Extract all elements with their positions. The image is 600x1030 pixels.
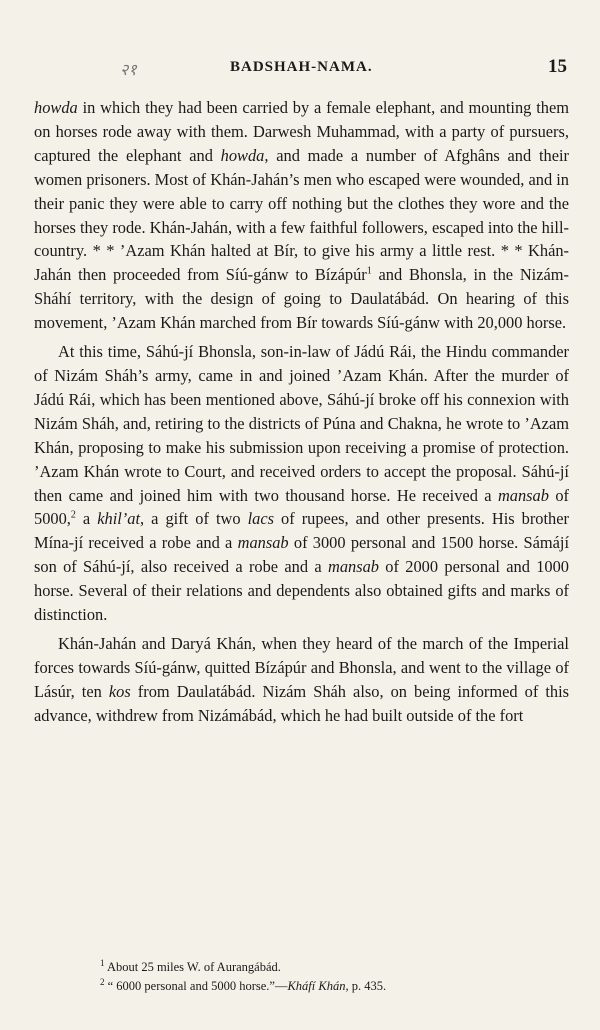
footnote-marker: 2 <box>70 509 76 521</box>
paragraph <box>34 632 569 728</box>
footnote-number: 1 <box>100 957 105 968</box>
text-run: and Bhonsla, in the Nizám-Sháhí territory, with the design of going to Daulatábád. On hearing of this movement, ’Azam Khán marched from Bír towards Síú-gánw with 20,000 horse. <box>34 265 569 333</box>
main-text <box>34 96 569 733</box>
footnote <box>100 958 530 977</box>
italic-term: kos <box>108 681 131 701</box>
text-run: , p. 435. <box>345 979 387 993</box>
footnote-number: 2 <box>100 976 105 987</box>
italic-term: howda <box>34 98 78 117</box>
text-run: of rupees, and other presents. His brother Mína-jí received a robe and a <box>34 509 569 553</box>
running-title: BADSHAH-NAMA. <box>230 59 373 75</box>
footnote <box>100 977 530 996</box>
page-header <box>0 56 600 86</box>
text-run: in which they had been carried by a female elephant, and mounting them on horses rode away with them. Darwesh Muhammad, with a party of pursuers, captured the elephant and <box>34 98 569 165</box>
text-run: of 3000 personal and 1500 horse. Sámájí son of Sáhú-jí, also received a robe and a <box>34 533 570 577</box>
italic-term: mansab <box>497 485 549 505</box>
text-run: , and made a number of Afghâns and their women prisoners. Most of Khán-Jahán’s men who escaped were wounded, and in their panic they were able to carry off nothing but the clothes they wore and the horses they rode. Khán-Jahán, with a few faithful followers, escaped into the hill-country. * * ’Azam Khán halted at Bír, to give his army a little rest. * * Khán-Jahán then proceeded from Síú-gánw to Bízápúr <box>34 145 569 285</box>
italic-term: Kháfí Khán <box>287 979 346 993</box>
italic-term: howda <box>220 145 265 165</box>
italic-term: khil’at <box>97 509 141 529</box>
text-run: , a gift of two <box>140 509 248 529</box>
paragraph <box>34 96 569 335</box>
paragraph <box>34 340 569 627</box>
footnote-marker: 1 <box>366 265 372 277</box>
text-run: of 5000, <box>34 485 569 529</box>
text-run: “ 6000 personal and 5000 horse.”— <box>107 979 288 993</box>
text-run: Khán-Jahán and Daryá Khán, when they heard of the march of the Imperial forces towards Síú-gánw, quitted Bízápúr and Bhonsla, and went to the village of Lásúr, ten <box>34 633 569 701</box>
text-run: About 25 miles W. of Aurangábád. <box>106 960 281 974</box>
italic-term: lacs <box>247 509 274 529</box>
italic-term: mansab <box>327 557 379 577</box>
text-run: of 2000 personal and 1000 horse. Several of their relations and dependents also obtained gifts and marks of distinction. <box>34 557 569 625</box>
italic-term: mansab <box>237 533 289 553</box>
footnotes <box>100 958 530 996</box>
text-run: At this time, Sáhú-jí Bhonsla, son-in-law of Jádú Rái, the Hindu commander of Nizám Sháh’s army, came in and joined ’Azam Khán. After the murder of Jádú Rái, which has been mentioned above, Sáhú-jí broke off his connexion with Nizám Sháh, and, retiring to the districts of Púna and Chakna, he wrote to ’Azam Khán, proposing to make his submission upon receiving a promise of protection. ’Azam Khán wrote to Court, and received orders to accept the proposal. Sáhú-jí then came and joined him with two thousand horse. He received a <box>34 342 569 505</box>
text-run: a <box>75 509 98 529</box>
page-number: 15 <box>548 56 567 77</box>
text-run: from Daulatábád. Nizám Sháh also, on being informed of this advance, withdrew from Nizámábád, which he had built outside of the fort <box>34 681 569 725</box>
pencil-annotation: २१ <box>120 62 137 79</box>
